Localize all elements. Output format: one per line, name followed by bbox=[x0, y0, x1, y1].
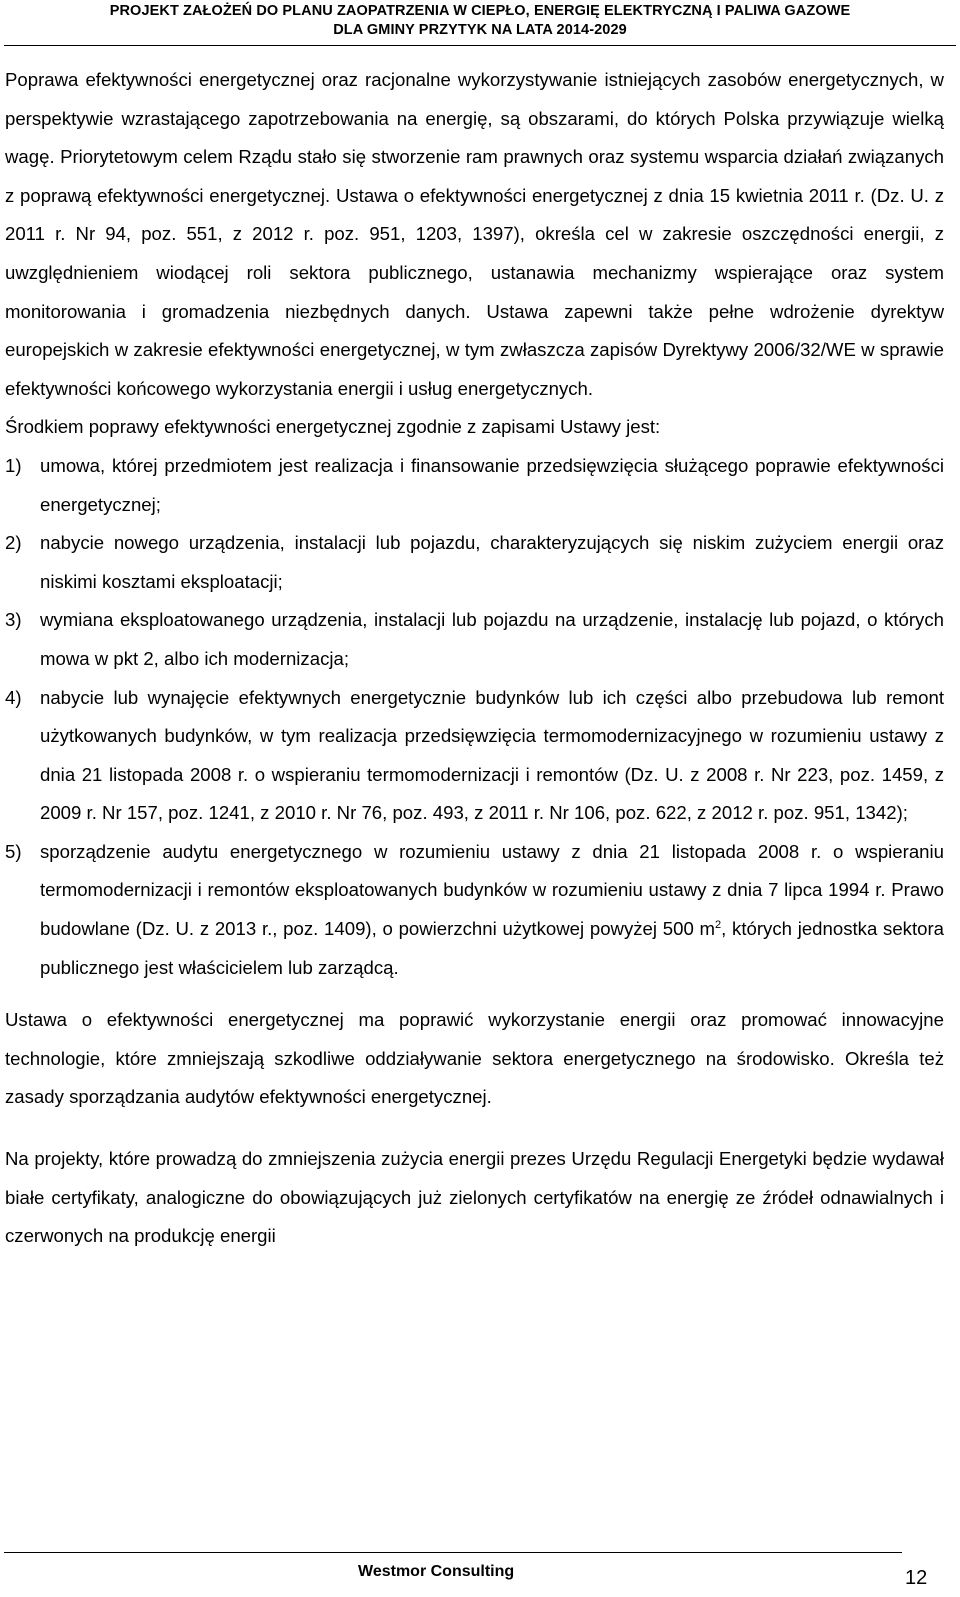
header-divider bbox=[4, 45, 956, 46]
list-item bbox=[5, 601, 944, 678]
paragraph-intro: Poprawa efektywności energetycznej oraz racjonalne wykorzystywanie istniejących zasobów energetycznych, w perspektywie wzrastającego zapotrzebowania na energię, są obszarami, do których Polska przywiązuje wielką wagę. Priorytetowym celem Rządu stało się stworzenie ram prawnych oraz systemu wsparcia działań związanych z poprawą efektywności energetycznej. Ustawa o efektywności energetycznej z dnia 15 kwietnia 2011 r. (Dz. U. z 2011 r. Nr 94, poz. 551, z 2012 r. poz. 951, 1203, 1397), określa cel w zakresie oszczędności energii, z uwzględnieniem wiodącej roli sektora publicznego, ustanawia mechanizmy wspierające oraz system monitorowania i gromadzenia niezbędnych danych. Ustawa zapewni także pełne wdrożenie dyrektyw europejskich w zakresie efektywności energetycznej, w tym zwłaszcza zapisów Dyrektywy 2006/32/WE w sprawie efektywności końcowego wykorzystania energii i usług energetycznych. bbox=[5, 69, 944, 399]
list-item-text: umowa, której przedmiotem jest realizacja i finansowanie przedsięwzięcia służącego poprawie efektywności energetycznej; bbox=[40, 454, 944, 515]
superscript-exponent: 2 bbox=[715, 918, 722, 931]
list-item-number: 4) bbox=[5, 686, 22, 708]
list-item-number: 1) bbox=[5, 454, 22, 476]
paragraph-white-certificates: Na projekty, które prowadzą do zmniejszenia zużycia energii prezes Urzędu Regulacji Energetyki będzie wydawał białe certyfikaty, analogiczne do obowiązujących już zielonych certyfikatów na energię ze źródeł odnawialnych i czerwonych na produkcję energii bbox=[5, 1148, 944, 1247]
list-item-text: nabycie nowego urządzenia, instalacji lub pojazdu, charakteryzujących się niskim zużyciem energii oraz niskimi kosztami eksploatacji; bbox=[40, 532, 944, 592]
paragraph-act-purpose: Ustawa o efektywności energetycznej ma poprawić wykorzystanie energii oraz promować innowacyjne technologie, które zmniejszają szkodliwe oddziaływanie sektora energetycznego na środowisko. Określa też zasady sporządzania audytów efektywności energetycznej. bbox=[5, 1009, 944, 1108]
list-item-number: 2) bbox=[5, 532, 22, 554]
list-item bbox=[5, 679, 944, 833]
list-item-text-part-1: sporządzenie audytu energetycznego w rozumieniu ustawy z dnia 21 listopada 2008 r. o wspieraniu termomodernizacji i remontów eksploatowanych budynków w rozumieniu ustawy z dnia 7 lipca 1994 r. Prawo budowlane (Dz. U. z 2013 r., poz. 1409), o powierzchni użytkowej powyżej 500 m bbox=[40, 840, 944, 940]
header-title-line-1: PROJEKT ZAŁOŻEŃ DO PLANU ZAOPATRZENIA W CIEPŁO, ENERGIĘ ELEKTRYCZNĄ I PALIWA GAZOWE bbox=[109, 3, 851, 19]
header-title-line-2: DLA GMINY PRZYTYK NA LATA 2014-2029 bbox=[333, 22, 627, 38]
list-item-text-part-2: , których jednostka sektora publicznego jest właścicielem lub zarządcą. bbox=[40, 918, 945, 978]
list-item-number: 5) bbox=[5, 840, 22, 862]
list-item bbox=[5, 447, 944, 524]
paragraph-measures-lead: Środkiem poprawy efektywności energetycznej zgodnie z zapisami Ustawy jest: bbox=[5, 416, 661, 438]
measures-list bbox=[5, 447, 944, 987]
document-body bbox=[5, 61, 944, 1256]
footer-company: Westmor Consulting bbox=[358, 1563, 515, 1580]
list-item-text: wymiana eksploatowanego urządzenia, instalacji lub pojazdu na urządzenie, instalację lub pojazd, o których mowa w pkt 2, albo ich modernizacja; bbox=[40, 609, 944, 669]
list-item bbox=[5, 833, 944, 987]
list-item-text: nabycie lub wynajęcie efektywnych energetycznie budynków lub ich części albo przebudowa lub remont użytkowanych budynków, w tym realizacja przedsięwzięcia termomodernizacyjnego w rozumieniu ustawy z dnia 21 listopada 2008 r. o wspieraniu termomodernizacji i remontów (Dz. U. z 2008 r. Nr 223, poz. 1459, z 2009 r. Nr 157, poz. 1241, z 2010 r. Nr 76, poz. 493, z 2011 r. Nr 106, poz. 622, z 2012 r. poz. 951, 1342); bbox=[40, 686, 944, 824]
page-header bbox=[0, 2, 960, 40]
page-number: 12 bbox=[905, 1567, 928, 1589]
list-item bbox=[5, 524, 944, 601]
list-item-number: 3) bbox=[5, 609, 22, 631]
footer-divider bbox=[4, 1552, 902, 1553]
